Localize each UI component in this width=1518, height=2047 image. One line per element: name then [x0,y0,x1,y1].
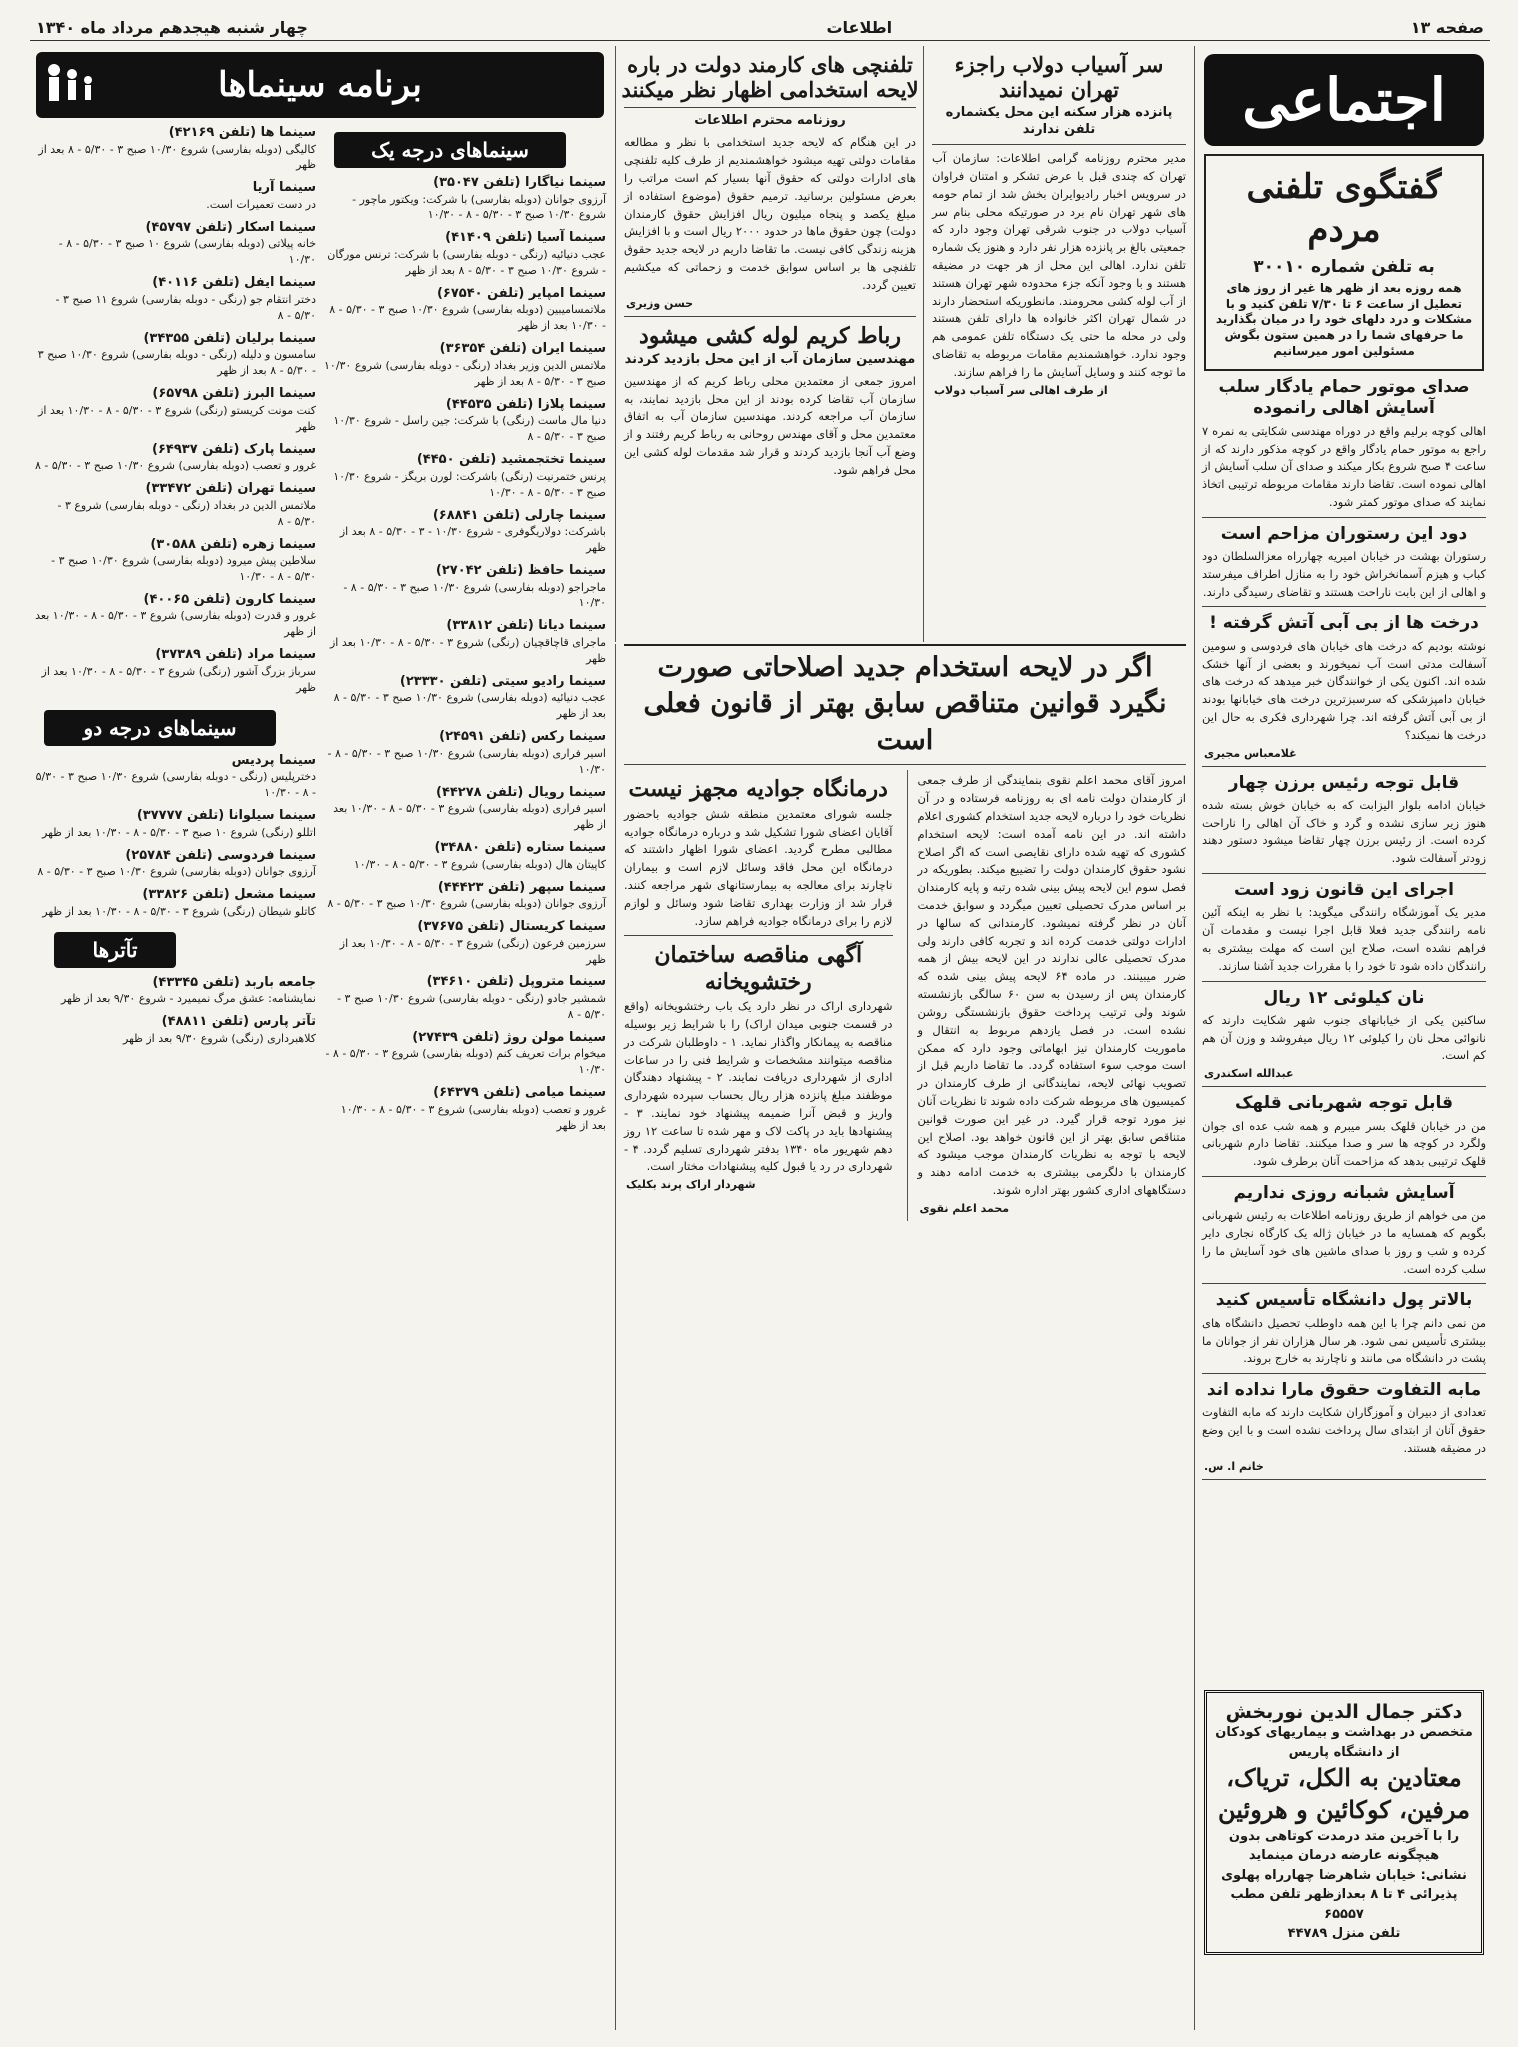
doctor-name: دکتر جمال الدین نوربخش [1225,1701,1463,1723]
cinema-listing [34,274,316,323]
cinema-name: سینما میامی (تلفن ۶۴۳۷۹) [433,1085,606,1101]
article-title-5: آگهی مناقصه ساختمان رختشویخانه [654,942,863,995]
cinema-desc: در دست تعمیرات است. [206,197,316,211]
separator [1202,766,1486,767]
cinema-listing [34,179,316,212]
cinema-name: سینما مشعل (تلفن ۳۳۸۲۶) [142,887,316,903]
cinema-name: سینما نیاگارا (تلفن ۳۵۰۴۷) [433,175,606,190]
cinema-desc: کاتلو شیطان (رنگی) شروع ۳ - ۵/۳۰ - ۸ - ۱۰/۳۰ بعد از ظهر [42,904,316,918]
cinema-name: سینما رادیو سیتی (تلفن ۲۳۳۳۰) [399,673,606,689]
doctor-home-phone: تلفن منزل ۴۴۷۸۹ [1287,1926,1401,1942]
cinema-listing [324,617,606,666]
phone-item-title: قابل توجه رئیس برزن چهار [1228,772,1460,793]
article-body-5: شهرداری اراک در نظر دارد یک باب رختشویخانه (واقع در قسمت جنوبی میدان اراک) را با شرایط زیر بوسیله مناقصه به پیمانکار واگذار نماید. ۱ - داوطلبان شرکت در مناقصه میتوانند مشخصات و شرایط فنی را در ساعات اداری از شهرداری دریافت نمایند. ۲ - پیشنهاد دهندگان موظفند مبلغ پانزده هزار ریال بحساب سپرده شهرداری واریز و قبض آنرا ضمیمه پیشنهاد خود نمایند. ۳ - پیشنهادها باید در پاکت لاک و مهر شده تا ساعت ۱۲ روز دهم شهریور ماه ۱۳۴۰ بدفتر شهرداری تسلیم گردد. ۴ - شهرداری در رد یا قبول کلیه پیشنهادات مختار است. [624,999,893,1174]
cinema-desc: سرزمین فرعون (رنگی) شروع ۳ - ۵/۳۰ - ۸ - ۱۰/۳۰ بعد از ظهر [339,936,606,966]
cinema-name: سینما دیانا (تلفن ۳۳۸۱۲) [446,618,606,634]
cinema-listing [34,646,316,695]
cinema-desc: غرور و تعصب (دوبله بفارسی) شروع ۳ - ۵/۳۰ - ۸ - ۱۰/۳۰ بعد از ظهر [340,1102,606,1132]
separator [1202,1479,1486,1480]
cinema-desc: اسیر فراری (دوبله بفارسی) شروع ۳ - ۵/۳۰ - ۸ - ۱۰/۳۰ بعد از ظهر [333,802,606,832]
doctor-address: نشانی: خیابان شاهرضا چهارراه پهلوی [1221,1867,1467,1883]
cinema-desc: کالیگی (دوبله بفارسی) شروع ۱۰/۳۰ صبح ۳ - ۵/۳۰ - ۸ بعد از ظهر [38,142,316,172]
cinema-desc: سلاطین پیش میرود (دوبله بفارسی) شروع ۱۰/۳۰ صبح ۳ - ۵/۳۰ - ۸ - ۱۰/۳۰ [51,554,316,583]
wide-article-sig: محمد اعلم نقوی [919,1201,1010,1215]
phone-item-body: من می خواهم از طریق روزنامه اطلاعات به رئیس شهربانی بگویم که همسایه ما در خیابان ژاله یک کارگاه نجاری دایر کرده و شب و روز با صدای ماشین های خود آسایش ما را سلب کرده است. [1202,1208,1486,1276]
cinema-name: سینما ایران (تلفن ۳۶۳۵۴) [439,341,606,357]
first-run-banner: سینماهای درجه یک [334,132,566,168]
cinema-listing [324,562,606,611]
cinema-name: سینما کریستال (تلفن ۳۷۶۷۵) [417,919,606,935]
cinema-name: سینما سپهر (تلفن ۴۴۴۲۳) [437,879,606,895]
page-number: صفحه ۱۳ [1410,17,1484,37]
issue-date: چهار شنبه هیجدهم مرداد ماه ۱۳۴۰ [36,17,308,37]
cinema-name: سینما مولن روژ (تلفن ۲۷۴۳۹) [412,1029,606,1045]
doctor-university: از دانشگاه پاریس [1288,1744,1400,1760]
cinema-name: سینما آسیا (تلفن ۴۱۴۰۹) [445,230,606,246]
theaters-banner: تآترها [54,932,176,968]
cinema-name: سینما چارلی (تلفن ۶۸۸۴۱) [432,507,606,523]
cinema-desc: آرزوی جوانان (دوبله بفارسی) شروع ۱۰/۳۰ صبح ۳ - ۵/۳۰ - ۸ [327,897,606,911]
cinema-name: سینما حافظ (تلفن ۲۷۰۴۲) [435,562,606,578]
cinema-listing [324,1029,606,1078]
second-run-banner: سینماهای درجه دو [44,710,276,746]
article-sig-1: از طرف اهالی سر آسیاب دولاب [934,383,1108,397]
cinema-summer [34,124,316,1140]
cinema-listing [34,536,316,585]
cinema-listing [34,591,316,640]
separator [1202,517,1486,518]
article-sig-5: شهردار اراک پرند بکلیک [626,1178,756,1192]
separator [1202,1086,1486,1087]
cinema-desc: عجب دنیائیه (رنگی - دوبله بفارسی) با شرکت: ترنس مورگان - شروع ۱۰/۳۰ صبح ۳ - ۵/۳۰ - ۸ بعد از ظهر [327,247,606,277]
cinema-desc: آرزوی جوانان (دوبله بفارسی) با شرکت: ویکتور ماچور - شروع ۱۰/۳۰ صبح ۳ - ۵/۳۰ - ۸ - ۱۰/۳۰ [352,192,606,222]
cinema-name: سینما رکس (تلفن ۲۴۵۹۱) [439,729,606,745]
cinema-name: تآتر پارس (تلفن ۴۸۸۱۱) [161,1014,316,1030]
cinema-desc: اتللو (رنگی) شروع ۱۰ صبح ۳ - ۵/۳۰ - ۸ - ۱۰/۳۰ بعد از ظهر [42,825,316,839]
cinema-listing [324,784,606,833]
cinema-listing [324,451,606,500]
cinema-name: سینما پارک (تلفن ۶۴۹۳۷) [152,441,316,457]
article-sub-1: پانزده هزار سکنه این محل یکشماره تلفن ندارند [945,105,1173,138]
cinema-name: سینما پردیس [231,752,316,768]
article-body-1: مدیر محترم روزنامه گرامی اطلاعات: سازمان آب تهران که چندی قبل با عرض تشکر و امتنان فراوان در سرویس اخبار رادیوایران بخش شد از تمام حومه های شهر تهران نام برد در صورتیکه محلی بنام سر آسیاب دولاب در جنوب شرقی تهران وجود دارد که جمعیتی بالغ بر پانزده هزار نفر دارد و هنوز یک شماره تلفن ندارد. اهالی این محل از هر جهت در مضیقه هستند و با وجود آنکه جزء محدوده شهر تهران هستند از آب لوله کشی محرومند. مانطوریکه استحضار دارند در شمال تهران اکثر خانواده ها دارای تلفن هستند ولی در محله ما حتی یک دستگاه تلفن عمومی هم وجود ندارد. خواهشمندیم مقامات مربوطه به تقاضای ما توجه کنند و وسایل آسایش ما را فراهم سازند. [932,151,1186,379]
cinema-listing [34,441,316,474]
cinema-name: سینما رویال (تلفن ۴۴۲۷۸) [435,784,606,800]
cinema-title: برنامه سینماها [218,65,422,105]
phone-item-title: آسایش شبانه روزی نداریم [1233,1182,1455,1203]
cinema-desc: ملاتمس الدین وزیر بغداد (رنگی - دوبله بفارسی) شروع ۱۰/۳۰ صبح ۳ - ۵/۳۰ - ۸ بعد از ظهر [324,358,606,388]
cinema-desc: عجب دنیائیه (دوبله بفارسی) شروع ۱۰/۳۰ صبح ۳ - ۵/۳۰ - ۸ بعد از ظهر [333,691,606,721]
article-body-4: جلسه شورای معتمدین منطقه شش جوادیه باحضور آقایان اعضای شورا تشکیل شد و درباره درمانگاه جوادیه مطالبی مطرح گردید. اعضای شورا اظهار داشتند که درمانگاه این محل فاقد وسائل لازم است و بیماران ناچارند برای معالجه به بیمارستانهای شهر مراجعه کنند. قرار شد از وزارت بهداری تقاضا شود وسائل و لوازم لازم را برای درمانگاه جوادیه فراهم سازد. [624,806,893,928]
cinema-name: سینما آریا [252,180,316,196]
cinema-name: جامعه باربد (تلفن ۴۳۳۴۵) [152,974,316,990]
article-sig-2: حسن وزیری [626,296,694,310]
cinema-name: سینما ستاره (تلفن ۳۴۸۸۰) [434,840,606,856]
cinema-listing [324,879,606,912]
doctor-specialty: متخصص در بهداشت و بیماریهای کودکان [1215,1725,1473,1740]
wide-article [620,644,1190,2030]
cinema-listing [324,973,606,1022]
doctor-headline: معتادین به الکل، تریاک، مرفین، کوکائین و هروئین [1218,1763,1470,1825]
separator [1202,606,1486,607]
cinema-desc: سامسون و دلیله (رنگی - دوبله بفارسی) شروع ۱۰/۳۰ صبح ۳ - ۵/۳۰ - ۸ بعد از ظهر [37,348,316,378]
cinema-desc: پرنس ختمرنیت (رنگی) باشرکت: لورن بریگز - شروع ۱۰/۳۰ صبح ۳ - ۵/۳۰ - ۸ - ۱۰/۳۰ [333,469,606,499]
phone-item-body: من در خیابان قلهک بسر میبرم و همه شب عده ای جوان ولگرد در کوچه ها سر و صدا میکنند. تقاضا دارم شهربانی قلهک ترتیبی بدهد که مزاحمت آنان برطرف شود. [1202,1118,1486,1169]
cinema-desc: کاپیتان هال (دوبله بفارسی) شروع ۳ - ۵/۳۰ - ۸ - ۱۰/۳۰ [353,857,606,871]
phone-items [1198,377,1490,1480]
cinema-listing [324,340,606,389]
cinema-listing [34,330,316,379]
article-col-3-top [620,46,920,642]
phone-item-body: خیابان ادامه بلوار الیزابت که به خیابان خوش بسته شده هنوز زیر سازی نشده و گرد و خاک آن اهالی را ناراحت کرده است. از رئیس برزن چهار تقاضا میشود دستور دهند زودتر آسفالت شود. [1202,797,1486,866]
cinema-desc: کلاهبرداری (رنگی) شروع ۹/۳۰ بعد از ظهر [122,1031,316,1045]
cinema-desc: اسیر فراری (دوبله بفارسی) شروع ۱۰/۳۰ صبح ۳ - ۵/۳۰ - ۸ - ۱۰/۳۰ [327,746,606,776]
cinema-desc: ماجرای قاچاقچیان (رنگی) شروع ۳ - ۵/۳۰ - ۸ - ۱۰/۳۰ بعد از ظهر [329,635,606,665]
phone-item-title: بالاتر پول دانشگاه تأسیس کنید [1215,1290,1473,1311]
summer-cinema-list [34,124,316,696]
second-run-list [34,752,316,920]
page-header [30,14,1490,41]
cinema-desc: باشرکت: دولاریگوفری - شروع ۱۰/۳۰ - ۳ - ۵/۳۰ - ۸ بعد از ظهر [339,525,606,555]
phone-item-sig: غلامعباس مجیری [1204,746,1297,760]
cinema-desc: دخترپلیس (رنگی - دوبله بفارسی) شروع ۱۰/۳۰ صبح ۳ - ۵/۳۰ - ۸ - ۱۰/۳۰ [35,770,316,800]
cinema-column [30,46,610,2030]
phone-talk-title: گفتگوی تلفنی مردم [1246,167,1442,250]
cinema-desc: دختر انتقام جو (رنگی - دوبله بفارسی) شروع ۱۱ صبح ۳ - ۵/۳۰ - ۸ [55,292,316,322]
phone-item-title: صدای موتور حمام یادگار سلب آسایش اهالی رانموده [1218,377,1470,419]
cinema-first-run [324,124,606,1140]
cinema-listing [324,918,606,967]
article-title-3: رباط کریم لوله کشی میشود [638,322,902,349]
phone-item-body: اهالی کوچه برلیم واقع در دوراه مهندسی شکایتی به نمره ۷ راجع به موتور حمام یادگار واقع در کوچه مذکور دارند که از ساعت ۴ صبح شروع بکار میکند و صدای آن سلب آسایش از اهالی نموده است. تقاضا دارند مقامات مربوطه ترتیبی اتخاذ نمایند که صدای موتور کمتر شود. [1202,423,1487,509]
cinema-name: سینما زهره (تلفن ۳۰۵۸۸) [150,536,316,552]
cinema-desc: میخوام برات تعریف کنم (دوبله بفارسی) شروع ۳ - ۵/۳۰ - ۸ - ۱۰/۳۰ [325,1047,606,1077]
phone-item-body: نوشته بودیم که درخت های خیابان های فردوسی و سومین آسفالت مدتی است آب نمیخورند و بعضی از آنها خشک شده اند. اکنون یکی از خوانندگان خبر میدهد که درخت های خیابان دامپزشکی که سرسبزترین درخت های خیابانها بودند از بی آبی آتش گرفته اند. چرا شهرداری فکری به حال این درخت ها نمیکند؟ [1202,638,1486,742]
separator [1202,981,1486,982]
cinema-listing [324,728,606,777]
article-col-2-top [928,46,1190,642]
phone-number: به تلفن شماره ۳۰۰۱۰ [1253,257,1435,277]
cinema-name: سینما متروپل (تلفن ۳۴۶۱۰) [426,974,606,990]
cinema-desc: دنیا مال ماست (رنگی) با شرکت: جین راسل - شروع ۱۰/۳۰ صبح ۳ - ۵/۳۰ - ۸ [333,414,606,444]
phone-item-body: رستوران بهشت در خیابان امیریه چهارراه معزالسلطان دود کباب و هیزم آسمانخراش خود را به منازل اطراف میفرستد و اهالی از این بابت ناراحت هستند و تقاضای رسیدگی دارند. [1202,549,1486,599]
separator [1202,873,1486,874]
phone-intro: همه روزه بعد از ظهر ها غیر از روز های تعطیل از ساعت ۶ تا ۷/۳۰ تلفن کنید و با مشکلات و درد دلهای خود را در میان بگذارید ما حرفهای شما را در همین ستون بگوش مسئولین امور میرسانیم [1215,281,1473,358]
cinema-desc: شمشیر جادو (رنگی - دوبله بفارسی) شروع ۱۰/۳۰ صبح ۳ - ۵/۳۰ - ۸ [337,992,606,1021]
section-masthead: اجتماعی [1204,54,1484,146]
cinema-desc: ماجراجو (دوبله بفارسی) شروع ۱۰/۳۰ صبح ۳ - ۵/۳۰ - ۸ - ۱۰/۳۰ [343,580,606,610]
article-sub-2: روزنامه محترم اطلاعات [694,113,846,129]
wide-article-body: امروز آقای محمد اعلم نقوی بنمایندگی از طرف جمعی از کارمندان دولت نامه ای به روزنامه فرستاده و در آن نظریات خود را درباره لایحه جدید استخدام کشوری اعلام داشته اند. در این نامه آمده است: لایحه استخدام کشوری که تهیه شده دارای نقایصی است که اگر اصلاح نشود حقوق کارمندان دولت را تضییع میکند. بطوریکه در فصل سوم این لایحه پیش بینی شده رتبه و پایه کارمندان بر اساس مدرک تحصیلی تعیین میگردد و سوابق خدمت آنان در نظر گرفته نمیشود. کارمندانی که سالها در ادارات دولتی خدمت کرده اند و تجربه کافی دارند ولی مدرک تحصیلی عالی ندارند در این لایحه بیش از همه ضرر میبینند. در ماده ۶۴ لایحه پیش بینی شده که کارمندان پس از رسیدن به سن ۶۰ سالگی بازنشسته شوند ولی ترتیب پرداخت حقوق بازنشستگی روشن نشده است. در فصل یازدهم مربوط به انتقال و ماموریت کارمندان نیز ابهاماتی وجود دارد که ممکن است موجب سوء استفاده گردد. ما تقاضا داریم قبل از تصویب نهائی لایحه، نمایندگانی از طرف کارمندان در کمیسیون های مربوطه شرکت داده شوند تا نظریات آنان نیز مورد توجه قرار گیرد. در غیر این صورت قوانین متناقص سابق بهتر از این قانون خواهد بود. اصلاح این لایحه با توجه به نظریات کارمندان موجب میشود که کارمندان با دلگرمی بیشتری به خدمت ادامه دهند و دستگاههای اداری کشور بهتر اداره شوند. [917,773,1186,1197]
cinema-listing [34,886,316,919]
cinema-listing [34,752,316,801]
article-body-3: امروز جمعی از معتمدین محلی رباط کریم که از مهندسین سازمان آب تقاضا کرده بودند از این محل بازدید نمایند، به سازمان آب مراجعه کردند. مهندسین سازمان آب به اتفاق معتمدین محل و آقای مهندس روحانی به رباط کریم رفتند و از وضع آب آنجا بازدید کردند و قرار شد مقدمات لوله کشی این محل فراهم شود. [624,373,916,477]
doctor-hours: پذیرائی ۴ تا ۸ بعدازظهر تلفن مطب ۶۵۵۵۷ [1230,1887,1458,1922]
cinema-desc: غرور و قدرت (دوبله بفارسی) شروع ۳ - ۵/۳۰ - ۸ - ۱۰/۳۰ بعد از ظهر [35,609,316,639]
cinema-desc: خانه پیلاتی (دوبله بفارسی) شروع ۱۰ صبح ۳ - ۵/۳۰ - ۸ - ۱۰/۳۰ [58,237,316,267]
cinema-desc: ملاتمس الدین در بغداد (رنگی - دوبله بفارسی) شروع ۳ - ۵/۳۰ - ۸ [57,498,316,528]
separator [1202,1373,1486,1374]
phone-talk-box [1204,154,1484,371]
wide-article-left-col [907,770,1191,1221]
cinema-name: سینما مراد (تلفن ۳۷۳۸۹) [155,647,316,663]
article-sub-3: مهندسین سازمان آب از این محل بازدید کردند [624,351,916,367]
phone-item-body: من نمی دانم چرا با این همه داوطلب تحصیل دانشگاه های بیشتری تأسیس نمی شود. هر سال هزاران نفر از جوانان ما پشت در دانشگاه می مانند و ناچارند به خارج بروند. [1202,1315,1486,1366]
doctor-ad-box [1204,1690,1484,1955]
doctor-ad [1198,1680,1490,1959]
cinema-name: سینما کارون (تلفن ۴۰۰۶۵) [143,591,316,607]
phone-item-title: اجرای این قانون زود است [1234,880,1454,901]
cinema-banner [36,52,604,118]
cinema-listing [324,1084,606,1133]
cinema-desc: ملاتمسامیبین (دوبله بفارسی) شروع ۱۰/۳۰ صبح ۳ - ۵/۳۰ - ۸ - ۱۰/۳۰ بعد از ظهر [329,303,606,333]
article-title-4: درمانگاه جوادیه مجهز نیست [628,776,888,803]
article-body-2: در این هنگام که لایحه جدید استخدامی با نظر و مطالعه مقامات دولتی تهیه میشود خواهشمندیم از طرف کلیه تلفنچی های ادارات دولتی که حقوق آنها بسیار کم است مراتب را بعرض مسئولین برسانید. ترمیم حقوق (موضوع استفاده از مبلغ یکصد و پنجاه میلیون ریال افزایش حقوق کارمندان دولت) چون حقوق ماها در حدود ۲۰۰۰ ریال است و با افزایش هزینه زندگی کافی نیست. ما تقاضا داریم در لایحه جدید حقوق تلفنچی ها بر اساس سوابق خدمت و زحماتی که میکشیم تعیین گردد. [624,135,916,292]
cinema-name: سینما فردوسی (تلفن ۲۵۷۸۴) [125,847,316,863]
cinema-desc: کنت مونت کریستو (رنگی) شروع ۳ - ۵/۳۰ - ۸ - ۱۰/۳۰ بعد از ظهر [38,403,316,433]
cinema-name: سینما امپایر (تلفن ۶۷۵۴۰) [436,285,606,301]
cinema-listing [34,480,316,529]
cinema-listing [324,285,606,334]
cinema-name: سینما پلازا (تلفن ۴۴۵۳۵) [445,396,606,412]
phone-item-title: مابه التفاوت حقوق مارا نداده اند [1206,1380,1482,1401]
phone-item-title: نان کیلوئی ۱۲ ریال [1263,987,1425,1008]
cinema-name: سینما تهران (تلفن ۳۳۴۷۲) [145,481,316,497]
cinema-name: سینما ایفل (تلفن ۴۰۱۱۶) [152,275,316,291]
family-icon [42,60,100,110]
cinema-desc: آرزوی جوانان (دوبله بفارسی) شروع ۱۰/۳۰ صبح ۳ - ۵/۳۰ - ۸ [37,865,316,879]
phone-item-title: درخت ها از بی آبی آتش گرفته ! [1209,613,1479,634]
phone-item-sig: خانم ا. س. [1204,1459,1264,1473]
cinema-listing [324,229,606,278]
phone-item-body: ساکنین یکی از خیابانهای جنوب شهر شکایت دارند که نانوائی محل نان را کیلوئی ۱۲ ریال میفروشد و وزن آن هم کم است. [1202,1012,1487,1063]
separator [1202,1176,1486,1177]
cinema-name: سینما برلیان (تلفن ۳۴۳۵۵) [143,330,316,346]
theater-list [34,974,316,1047]
cinema-desc: سرباز بزرگ آشور (رنگی) شروع ۳ - ۵/۳۰ - ۸ - ۱۰/۳۰ بعد از ظهر [41,664,316,694]
cinema-listing [324,673,606,722]
doctor-desc: را با آخرین متد درمدت کوتاهی بدون هیچگونه عارضه درمان مینماید [1228,1828,1460,1864]
phone-item-title: قابل توجه شهربانی قلهک [1235,1093,1453,1114]
cinema-listing [324,507,606,556]
phone-item-body: تعدادی از دبیران و آموزگاران شکایت دارند که مابه التفاوت حقوق آنان از ابتدای سال پرداخت نشده است و با این وضع در مضیقه هستند. [1202,1405,1486,1456]
cinema-listing [34,1013,316,1046]
cinema-listing [34,847,316,880]
cinema-name: سینما تختجمشید (تلفن ۴۴۵۰) [416,452,606,468]
phone-item-body: مدیر یک آموزشگاه رانندگی میگوید: با نظر به اینکه آئین نامه رانندگی جدید فعلا قابل اجرا نیست و مقدمات آن فراهم نشده است، صلاح این است که مهلت بیشتری به رانندگان داده شود تا خود را با مقررات جدید آشنا سازند. [1202,905,1486,973]
cinema-listing [324,396,606,445]
paper-name: اطلاعات [826,17,893,37]
separator [1202,1283,1486,1284]
cinema-listing [324,174,606,223]
cinema-name: سینما سیلوانا (تلفن ۳۷۷۷۷) [136,808,316,824]
cinema-listing [34,124,316,173]
newspaper-page [30,14,1490,2034]
cinema-desc: غرور و تعصب (دوبله بفارسی) شروع ۱۰/۳۰ صبح ۳ - ۵/۳۰ - ۸ [34,459,316,473]
cinema-name: سینما البرز (تلفن ۶۵۷۹۸) [152,386,316,402]
phone-item-sig: عبدالله اسکندری [1204,1067,1294,1081]
cinema-listing [34,385,316,434]
cinema-listing [324,839,606,872]
cinema-desc: نمایشنامه: عشق مرگ نمیمیرد - شروع ۹/۳۰ بعد از ظهر [60,992,316,1006]
cinema-listing [34,219,316,268]
article-title-2: تلفنچی های کارمند دولت در باره لایحه استخدامی اظهار نظر میکنند [621,52,919,103]
cinema-name: سینما ها (تلفن ۴۲۱۶۹) [168,125,316,140]
cinema-name: سینما اسکار (تلفن ۴۵۷۹۷) [145,219,316,235]
cinema-listing [34,807,316,840]
article-title-1: سر آسیاب دولاب راجزء تهران نمیدانند [954,52,1164,103]
wide-article-right-col [620,770,897,1221]
cinema-listing [34,974,316,1007]
first-run-list [324,174,606,1134]
phone-item-title: دود این رستوران مزاحم است [1220,523,1468,544]
wide-article-title: اگر در لایحه استخدام جدید اصلاحاتی صورت نگیرد قوانین متناقص سابق بهتر از قانون فعلی است [643,652,1167,756]
